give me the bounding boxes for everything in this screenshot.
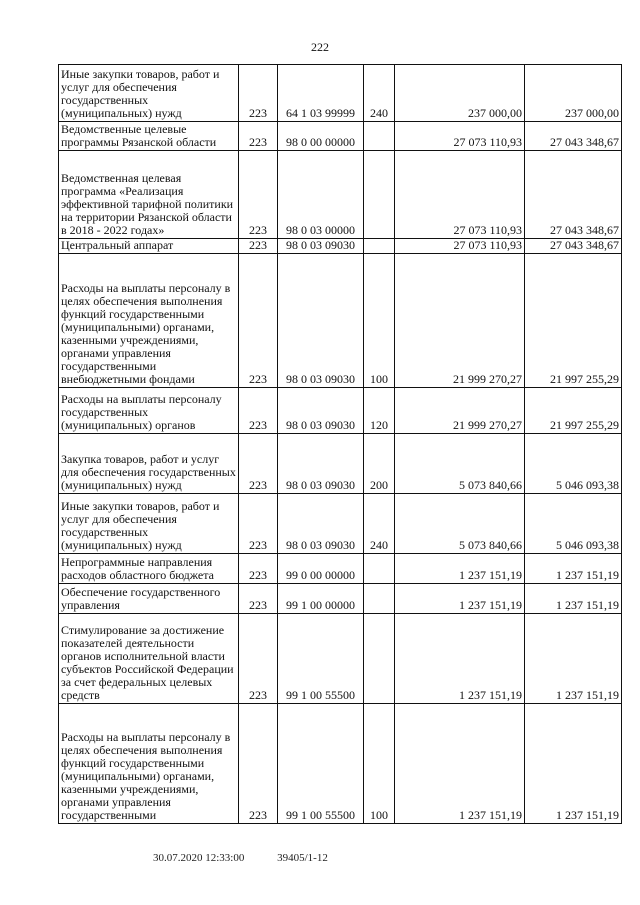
row-code-cell: 223 bbox=[239, 554, 278, 584]
row-sum1-cell: 21 999 270,27 bbox=[395, 254, 525, 388]
row-name-cell: Обеспечение государственного управления bbox=[59, 584, 239, 614]
row-name-cell: Расходы на выплаты персоналу государственных (муниципальных) органов bbox=[59, 388, 239, 434]
row-sum1-cell: 27 073 110,93 bbox=[395, 239, 525, 254]
row-csr-cell: 98 0 03 09030 bbox=[278, 254, 364, 388]
row-sum2-cell: 1 237 151,19 bbox=[525, 554, 622, 584]
table-row bbox=[59, 239, 622, 254]
table-row bbox=[59, 65, 622, 122]
row-code-cell: 223 bbox=[239, 65, 278, 122]
row-sum2-cell: 27 043 348,67 bbox=[525, 239, 622, 254]
row-sum2-cell: 5 046 093,38 bbox=[525, 434, 622, 494]
row-name-cell: Иные закупки товаров, работ и услуг для обеспечения государственных (муниципальных) нужд bbox=[59, 65, 239, 122]
row-code-cell: 223 bbox=[239, 254, 278, 388]
row-vr-cell bbox=[364, 554, 395, 584]
row-sum2-cell: 1 237 151,19 bbox=[525, 614, 622, 704]
row-name-cell: Центральный аппарат bbox=[59, 239, 239, 254]
row-code-cell: 223 bbox=[239, 494, 278, 554]
row-csr-cell: 99 1 00 00000 bbox=[278, 584, 364, 614]
row-csr-cell: 99 0 00 00000 bbox=[278, 554, 364, 584]
row-vr-cell bbox=[364, 122, 395, 151]
table-row bbox=[59, 388, 622, 434]
row-code-cell: 223 bbox=[239, 239, 278, 254]
row-sum1-cell: 237 000,00 bbox=[395, 65, 525, 122]
table-row bbox=[59, 584, 622, 614]
row-code-cell: 223 bbox=[239, 704, 278, 824]
row-csr-cell: 98 0 03 09030 bbox=[278, 239, 364, 254]
row-vr-cell: 240 bbox=[364, 494, 395, 554]
table-row bbox=[59, 704, 622, 824]
row-sum2-cell: 1 237 151,19 bbox=[525, 584, 622, 614]
row-sum1-cell: 1 237 151,19 bbox=[395, 584, 525, 614]
row-sum2-cell: 27 043 348,67 bbox=[525, 122, 622, 151]
row-csr-cell: 98 0 03 09030 bbox=[278, 434, 364, 494]
row-name-cell: Ведомственная целевая программа «Реализация эффективной тарифной политики на территории Рязанской области в 2018 - 2022 годах» bbox=[59, 151, 239, 239]
row-name-cell: Непрограммные направления расходов областного бюджета bbox=[59, 554, 239, 584]
row-code-cell: 223 bbox=[239, 388, 278, 434]
row-vr-cell bbox=[364, 584, 395, 614]
table-row bbox=[59, 151, 622, 239]
row-csr-cell: 98 0 00 00000 bbox=[278, 122, 364, 151]
table-row bbox=[59, 494, 622, 554]
row-csr-cell: 98 0 03 09030 bbox=[278, 494, 364, 554]
row-vr-cell: 200 bbox=[364, 434, 395, 494]
row-vr-cell: 100 bbox=[364, 704, 395, 824]
row-csr-cell: 98 0 03 09030 bbox=[278, 388, 364, 434]
row-sum1-cell: 21 999 270,27 bbox=[395, 388, 525, 434]
row-sum1-cell: 5 073 840,66 bbox=[395, 434, 525, 494]
row-csr-cell: 98 0 03 00000 bbox=[278, 151, 364, 239]
budget-table bbox=[58, 64, 622, 824]
row-code-cell: 223 bbox=[239, 122, 278, 151]
row-sum2-cell: 27 043 348,67 bbox=[525, 151, 622, 239]
row-sum2-cell: 21 997 255,29 bbox=[525, 254, 622, 388]
row-csr-cell: 64 1 03 99999 bbox=[278, 65, 364, 122]
row-csr-cell: 99 1 00 55500 bbox=[278, 704, 364, 824]
row-code-cell: 223 bbox=[239, 151, 278, 239]
footer-datetime: 30.07.2020 12:33:00 bbox=[153, 852, 245, 864]
row-code-cell: 223 bbox=[239, 614, 278, 704]
row-sum1-cell: 27 073 110,93 bbox=[395, 122, 525, 151]
page-number: 222 bbox=[311, 40, 329, 54]
row-vr-cell bbox=[364, 239, 395, 254]
row-vr-cell bbox=[364, 151, 395, 239]
row-code-cell: 223 bbox=[239, 584, 278, 614]
table-row bbox=[59, 614, 622, 704]
row-code-cell: 223 bbox=[239, 434, 278, 494]
row-name-cell: Иные закупки товаров, работ и услуг для обеспечения государственных (муниципальных) нужд bbox=[59, 494, 239, 554]
row-vr-cell bbox=[364, 614, 395, 704]
row-vr-cell: 120 bbox=[364, 388, 395, 434]
row-sum1-cell: 1 237 151,19 bbox=[395, 614, 525, 704]
row-name-cell: Стимулирование за достижение показателей деятельности органов исполнительной власти субъектов Российской Федерации за счет федеральных целевых средств bbox=[59, 614, 239, 704]
table-row bbox=[59, 254, 622, 388]
document-footer bbox=[153, 852, 328, 864]
row-sum2-cell: 5 046 093,38 bbox=[525, 494, 622, 554]
row-sum1-cell: 1 237 151,19 bbox=[395, 554, 525, 584]
row-sum1-cell: 27 073 110,93 bbox=[395, 151, 525, 239]
table-row bbox=[59, 434, 622, 494]
row-name-cell: Расходы на выплаты персоналу в целях обеспечения выполнения функций государственными (муниципальными) органами, казенными учреждениями, органами управления государственными bbox=[59, 704, 239, 824]
footer-doc-id: 39405/1-12 bbox=[277, 852, 328, 864]
row-sum1-cell: 5 073 840,66 bbox=[395, 494, 525, 554]
table-row bbox=[59, 554, 622, 584]
row-sum1-cell: 1 237 151,19 bbox=[395, 704, 525, 824]
row-csr-cell: 99 1 00 55500 bbox=[278, 614, 364, 704]
table-row bbox=[59, 122, 622, 151]
row-sum2-cell: 1 237 151,19 bbox=[525, 704, 622, 824]
row-sum2-cell: 237 000,00 bbox=[525, 65, 622, 122]
row-vr-cell: 240 bbox=[364, 65, 395, 122]
row-vr-cell: 100 bbox=[364, 254, 395, 388]
row-name-cell: Ведомственные целевые программы Рязанской области bbox=[59, 122, 239, 151]
row-sum2-cell: 21 997 255,29 bbox=[525, 388, 622, 434]
row-name-cell: Расходы на выплаты персоналу в целях обеспечения выполнения функций государственными (муниципальными) органами, казенными учреждениями, органами управления государственными внебюджетными фондами bbox=[59, 254, 239, 388]
row-name-cell: Закупка товаров, работ и услуг для обеспечения государственных (муниципальных) нужд bbox=[59, 434, 239, 494]
